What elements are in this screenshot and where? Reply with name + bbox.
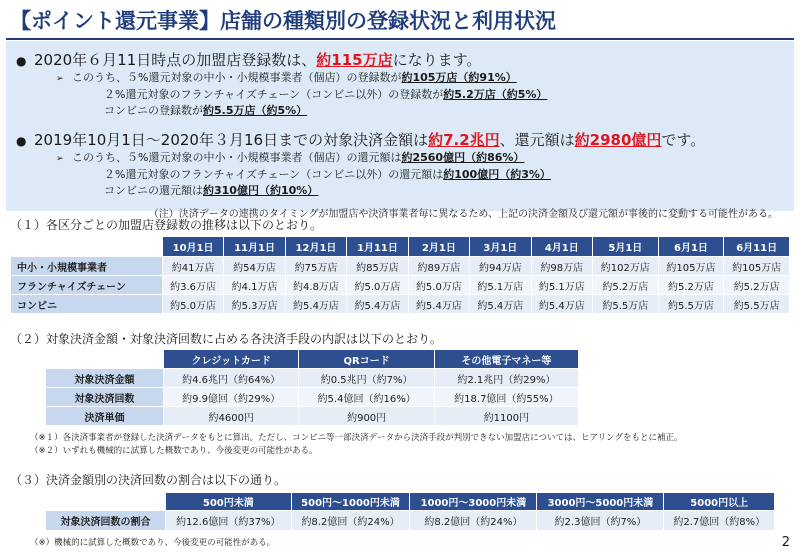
table-cell: 約5.2万店 <box>724 276 790 295</box>
table-cell: 約5.5万店 <box>658 295 724 314</box>
column-header: QRコード <box>299 350 434 369</box>
bullet-1-post: になります。 <box>392 51 482 69</box>
table-cell: 約2.1兆円（約29%） <box>434 369 578 388</box>
table-cell: 約5.2万店 <box>658 276 724 295</box>
table-header-row <box>46 493 775 511</box>
sub-text: このうち、５%還元対象の中小・小規模事業者（個店）の還元額は <box>72 151 402 164</box>
column-header: 4月1日 <box>531 237 592 257</box>
table-corner <box>11 237 163 257</box>
table-cell: 約5.3万店 <box>224 295 285 314</box>
sub-text: ２%還元対象のフランチャイズチェーン（コンビニ以外）の登録数が <box>104 88 444 101</box>
summary-sub-1-2 <box>56 87 784 103</box>
table-cell: 約5.5万店 <box>724 295 790 314</box>
table-cell: 約5.4万店 <box>470 295 531 314</box>
summary-box <box>6 41 794 220</box>
section-2-footnote-1: （※１）各決済事業者が登録した決済データをもとに算出。ただし、コンビニ等一部決済データから決済手段が判別できない加盟店については、ヒアリングをもとに補正。 <box>30 433 683 443</box>
table-cell: 約41万店 <box>162 257 223 276</box>
title-bar <box>6 4 794 38</box>
summary-note: （注）決済データの連携のタイミングが加盟店や決済事業者毎に異なるため、上記の決済金額及び還元額が事後的に変動する可能性がある。 <box>148 209 778 220</box>
page-title: 【ポイント還元事業】店舗の種類別の登録状況と利用状況 <box>10 9 556 33</box>
table-cell: 約3.6万店 <box>162 276 223 295</box>
column-header: 6月11日 <box>724 237 790 257</box>
table-header-row <box>11 237 790 257</box>
summary-sub-1-3 <box>56 103 784 119</box>
merchant-registration-table <box>10 236 790 314</box>
payment-amount-table <box>45 492 775 531</box>
bullet-1-highlight: 約115万店 <box>316 51 393 69</box>
sub-value: 約310億円（約10%） <box>203 184 319 197</box>
column-header: 10月1日 <box>162 237 223 257</box>
table-cell: 約5.2万店 <box>593 276 659 295</box>
sub-value: 約100億円（約3%） <box>443 168 551 181</box>
section-1-heading: （１）各区分ごとの加盟店登録数の推移は以下のとおり。 <box>10 218 323 232</box>
bullet-2-highlight: 約7.2兆円 <box>428 131 500 149</box>
sub-text: コンビニの還元額は <box>104 184 203 197</box>
table-row <box>46 369 579 388</box>
table-cell: 約8.2億回（約24%） <box>291 511 410 531</box>
summary-sub-2-1 <box>56 150 784 167</box>
arrow-icon: ➢ <box>56 74 64 84</box>
table-cell: 約5.1万店 <box>470 276 531 295</box>
table-row <box>46 407 579 426</box>
sub-text: このうち、５%還元対象の中小・小規模事業者（個店）の登録数が <box>72 71 402 84</box>
sub-value: 約5.5万店（約5%） <box>203 104 308 117</box>
payment-method-table <box>45 349 579 426</box>
table-row <box>11 276 790 295</box>
table-cell: 約5.5万店 <box>593 295 659 314</box>
title-underline <box>6 38 794 40</box>
bullet-1-pre: 2020年６月11日時点の加盟店登録数は、 <box>34 51 317 69</box>
table-cell: 約5.4万店 <box>347 295 408 314</box>
table-row <box>11 257 790 276</box>
column-header: 500円～1000円未満 <box>291 493 410 511</box>
table-cell: 約102万店 <box>593 257 659 276</box>
sub-value: 約5.2万店（約5%） <box>443 88 548 101</box>
table-cell: 約4600円 <box>164 407 299 426</box>
table-cell: 約900円 <box>299 407 434 426</box>
table-cell: 約5.4億回（約16%） <box>299 388 434 407</box>
row-label: 対象決済金額 <box>46 369 164 388</box>
table-cell: 約8.2億回（約24%） <box>410 511 537 531</box>
row-label: 対象決済回数 <box>46 388 164 407</box>
arrow-icon: ➢ <box>56 154 64 164</box>
table-header-row <box>46 350 579 369</box>
table-cell: 約4.8万店 <box>285 276 346 295</box>
section-2-footnote-2: （※２）いずれも機械的に試算した概数であり、今後変更の可能性がある。 <box>30 446 318 456</box>
sub-value: 約2560億円（約86%） <box>401 151 525 164</box>
section-2-heading: （２）対象決済金額・対象決済回数に占める各決済手段の内訳は以下のとおり。 <box>10 332 443 346</box>
bullet-2-mid: 、還元額は <box>499 131 575 149</box>
table-row <box>46 388 579 407</box>
sub-text: コンビニの登録数が <box>104 104 203 117</box>
section-3-footnote: （※）機械的に試算した概数であり、今後変更の可能性がある。 <box>30 538 276 548</box>
table-cell: 約89万店 <box>408 257 469 276</box>
column-header: 11月1日 <box>224 237 285 257</box>
row-label: 中小・小規模事業者 <box>11 257 163 276</box>
bullet-dot-icon: ● <box>16 134 27 148</box>
table-cell: 約54万店 <box>224 257 285 276</box>
table-cell: 約85万店 <box>347 257 408 276</box>
summary-sub-2-3 <box>56 183 784 199</box>
table-cell: 約105万店 <box>658 257 724 276</box>
column-header: 2月1日 <box>408 237 469 257</box>
summary-bullet-1 <box>16 49 784 70</box>
table-cell: 約12.6億回（約37%） <box>166 511 292 531</box>
table-cell: 約4.6兆円（約64%） <box>164 369 299 388</box>
table-cell: 約0.5兆円（約7%） <box>299 369 434 388</box>
table-cell: 約75万店 <box>285 257 346 276</box>
column-header: クレジットカード <box>164 350 299 369</box>
sub-text: ２%還元対象のフランチャイズチェーン（コンビニ以外）の還元額は <box>104 168 444 181</box>
table-cell: 約5.1万店 <box>531 276 592 295</box>
table-cell: 約5.4万店 <box>531 295 592 314</box>
table-cell: 約5.0万店 <box>347 276 408 295</box>
row-label: フランチャイズチェーン <box>11 276 163 295</box>
column-header: 1月11日 <box>347 237 408 257</box>
bullet-2-highlight-2: 約2980億円 <box>574 131 662 149</box>
row-label: コンビニ <box>11 295 163 314</box>
column-header: 12月1日 <box>285 237 346 257</box>
table-cell: 約94万店 <box>470 257 531 276</box>
column-header: その他電子マネー等 <box>434 350 578 369</box>
table-cell: 約5.0万店 <box>162 295 223 314</box>
table-corner <box>46 350 164 369</box>
section-3-heading: （３）決済金額別の決済回数の割合は以下の通り。 <box>10 473 287 487</box>
bullet-2-post: です。 <box>661 131 706 149</box>
column-header: 5000円以上 <box>664 493 775 511</box>
table-cell: 約5.4万店 <box>408 295 469 314</box>
table-cell: 約105万店 <box>724 257 790 276</box>
bullet-2-pre: 2019年10月1日～2020年３月16日までの対象決済金額は <box>34 131 429 149</box>
table-row <box>11 295 790 314</box>
bullet-dot-icon: ● <box>16 54 27 68</box>
column-header: 1000円～3000円未満 <box>410 493 537 511</box>
column-header: 5月1日 <box>593 237 659 257</box>
table-cell: 約1100円 <box>434 407 578 426</box>
summary-sub-1-1 <box>56 70 784 87</box>
table-cell: 約4.1万店 <box>224 276 285 295</box>
summary-bullet-2 <box>16 129 784 150</box>
column-header: 3000円～5000円未満 <box>537 493 664 511</box>
table-cell: 約5.4万店 <box>285 295 346 314</box>
table-cell: 約9.9億回（約29%） <box>164 388 299 407</box>
row-label: 決済単価 <box>46 407 164 426</box>
table-cell: 約2.3億回（約7%） <box>537 511 664 531</box>
summary-sub-2-2 <box>56 167 784 183</box>
page-number: 2 <box>781 535 790 550</box>
table-cell: 約98万店 <box>531 257 592 276</box>
sub-value: 約105万店（約91%） <box>401 71 517 84</box>
table-cell: 約2.7億回（約8%） <box>664 511 775 531</box>
row-label: 対象決済回数の割合 <box>46 511 166 531</box>
table-cell: 約5.0万店 <box>408 276 469 295</box>
table-row <box>46 511 775 531</box>
table-corner <box>46 493 166 511</box>
column-header: 3月1日 <box>470 237 531 257</box>
table-cell: 約18.7億回（約55%） <box>434 388 578 407</box>
column-header: 500円未満 <box>166 493 292 511</box>
column-header: 6月1日 <box>658 237 724 257</box>
